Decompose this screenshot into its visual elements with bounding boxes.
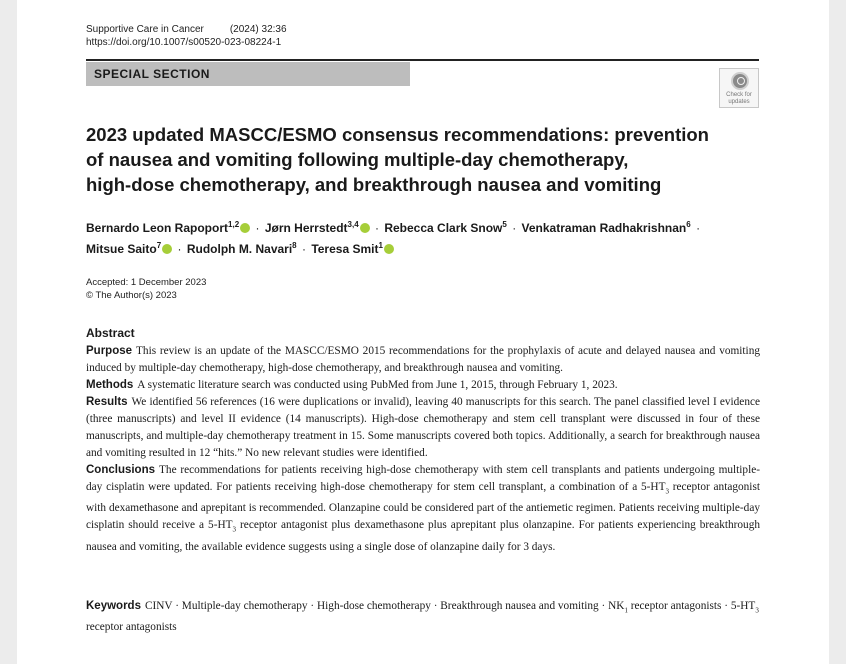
- journal-name: Supportive Care in Cancer: [86, 24, 204, 35]
- author-separator: ·: [374, 221, 379, 235]
- abstract-results: [86, 394, 760, 462]
- author-affiliation: 7: [156, 241, 162, 250]
- keywords-label: Keywords: [86, 600, 141, 612]
- header-rule: [86, 59, 759, 61]
- article-page: [17, 0, 829, 664]
- orcid-icon[interactable]: [360, 223, 370, 233]
- title-line: 2023 updated MASCC/ESMO consensus recommendations: prevention: [86, 124, 709, 145]
- author-affiliation: 6: [686, 220, 691, 229]
- results-text: We identified 56 references (16 were duplications or invalid), leaving 40 manuscripts for this search. The panel classified level I evidence (three manuscripts) and level II evidence (14 manuscripts). High-dose chemotherapy and stem cell transplant were discussed in four of these manuscripts, and multiple-day chemotherapy treatment in 15. Some manuscripts covered both topics. Additionally, a search for breakthrough nausea and vomiting resulted in 12 “hits.” No new relevant studies were identified.: [86, 396, 760, 459]
- author-separator: ·: [696, 221, 701, 235]
- subscript: 3: [755, 606, 759, 615]
- journal-info: [86, 23, 287, 49]
- subscript: 3: [665, 487, 669, 496]
- conclusions-text: The recommendations for patients receiving high-dose chemotherapy with stem cell transplants and patients undergoing multiple-day cisplatin were updated. For patients receiving high-dose chemotherapy for stem cell transplant, a combination of a 5-HT: [86, 464, 760, 493]
- keywords: [86, 598, 760, 636]
- author-list: [86, 216, 766, 258]
- subscript: 1: [624, 606, 628, 615]
- orcid-icon[interactable]: [384, 244, 394, 254]
- check-for-updates-icon: [731, 72, 749, 90]
- check-for-updates-label: Check for updates: [726, 92, 752, 105]
- author-name[interactable]: Rudolph M. Navari: [186, 242, 293, 256]
- orcid-icon[interactable]: [240, 223, 250, 233]
- abstract-conclusions: [86, 462, 760, 556]
- subscript: 3: [232, 525, 237, 534]
- check-for-updates-badge[interactable]: [719, 68, 759, 108]
- conclusions-text: receptor antagonist with dexamethasone and aprepitant is recommended. Olanzapine could be considered part of the antiemetic regimen. Patients receiving multiple-day cisplatin should receive a 5-HT: [86, 481, 760, 532]
- title-line: of nausea and vomiting following multiple-day chemotherapy,: [86, 149, 629, 170]
- author-separator: ·: [301, 242, 306, 256]
- author-separator: ·: [512, 221, 517, 235]
- author-affiliation: 3,4: [347, 220, 359, 229]
- author-name[interactable]: Jørn Herrstedt: [264, 221, 348, 235]
- conclusions-text: receptor antagonist plus dexamethasone plus aprepitant plus olanzapine. For patients experiencing breakthrough nausea and vomiting, the available evidence suggests using a single dose of olanzapine daily for 3 days.: [86, 519, 760, 553]
- author-name[interactable]: Bernardo Leon Rapoport: [86, 221, 229, 235]
- doi-link[interactable]: https://doi.org/10.1007/s00520-023-08224-1: [86, 37, 282, 48]
- abstract-body: [86, 343, 760, 556]
- author-separator: ·: [255, 221, 260, 235]
- keywords-text: receptor antagonists: [86, 621, 177, 634]
- author-affiliation: 1: [378, 241, 383, 250]
- author-separator: ·: [177, 242, 182, 256]
- author-affiliation: 8: [292, 241, 297, 250]
- author-name[interactable]: Mitsue Saito: [86, 242, 157, 256]
- journal-issue: (2024) 32:36: [229, 24, 287, 35]
- author-name[interactable]: Rebecca Clark Snow: [384, 221, 503, 235]
- orcid-icon[interactable]: [162, 244, 172, 254]
- keywords-text: receptor antagonists · 5-HT: [627, 600, 756, 612]
- author-name[interactable]: Venkatraman Radhakrishnan: [521, 221, 687, 235]
- methods-label: Methods: [86, 379, 134, 391]
- author-name[interactable]: Teresa Smit: [311, 242, 379, 256]
- author-affiliation: 5: [502, 220, 507, 229]
- purpose-label: Purpose: [86, 345, 133, 357]
- purpose-text: This review is an update of the MASCC/ESMO 2015 recommendations for the prophylaxis of acute and delayed nausea and vomiting induced by multiple-day chemotherapy, high-dose chemotherapy, and breakthrough nausea and vomiting.: [86, 345, 760, 374]
- abstract-purpose: [86, 343, 760, 377]
- results-label: Results: [86, 396, 128, 408]
- methods-text: A systematic literature search was conducted using PubMed from June 1, 2015, through February 1, 2023.: [137, 379, 618, 391]
- article-dates: [86, 276, 206, 302]
- section-label: SPECIAL SECTION: [86, 62, 410, 86]
- article-title: [86, 122, 746, 197]
- keywords-text: CINV · Multiple-day chemotherapy · High-dose chemotherapy · Breakthrough nausea and vomiting · NK: [144, 600, 625, 612]
- title-line: high-dose chemotherapy, and breakthrough nausea and vomiting: [86, 174, 662, 195]
- abstract-methods: [86, 377, 760, 394]
- author-affiliation: 1,2: [228, 220, 240, 229]
- accepted-date: Accepted: 1 December 2023: [86, 277, 207, 288]
- conclusions-label: Conclusions: [86, 464, 156, 476]
- copyright-notice: © The Author(s) 2023: [86, 290, 177, 301]
- abstract-heading: Abstract: [86, 326, 135, 340]
